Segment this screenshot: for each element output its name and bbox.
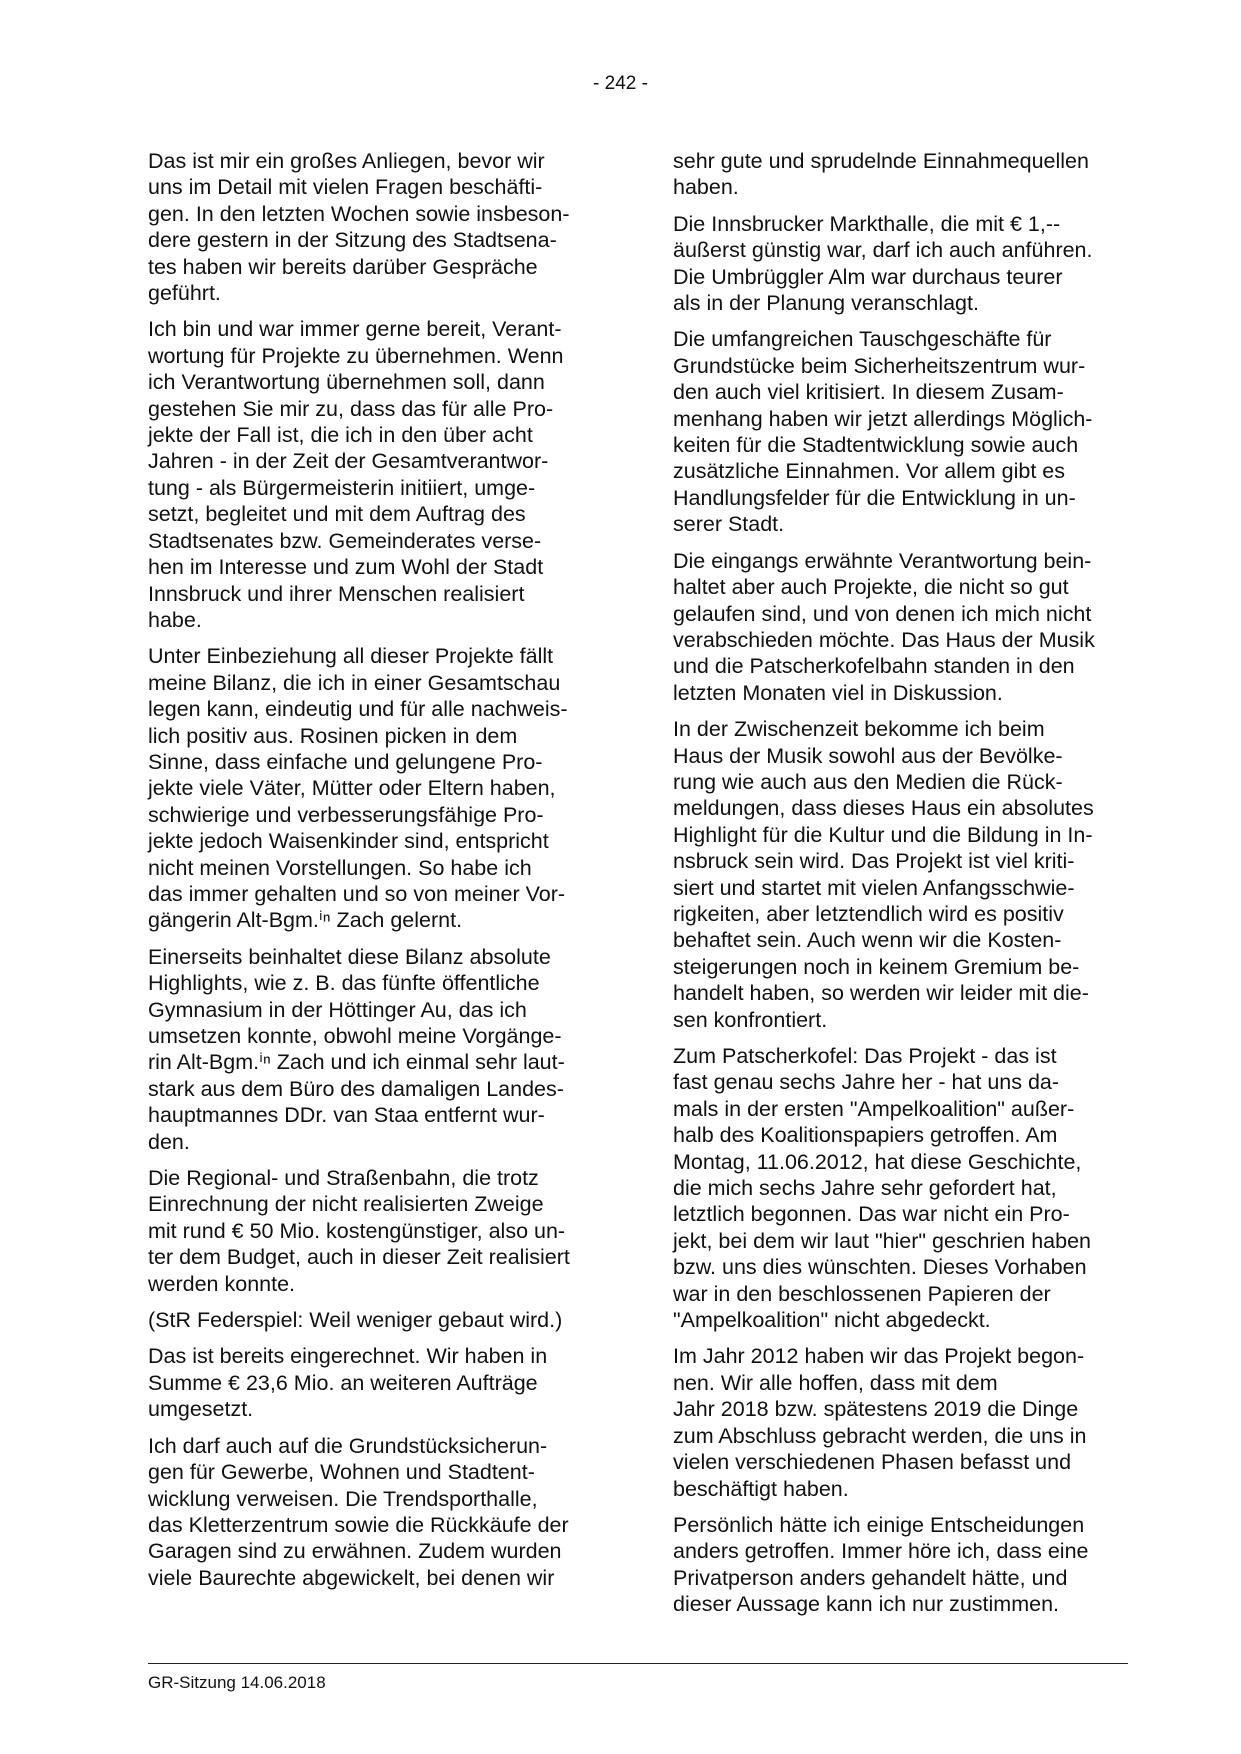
page-number: - 242 -: [593, 73, 648, 94]
right-column: [673, 148, 1128, 1628]
paragraph: Die Regional- und Straßenbahn, die trotz Einrechnung der nicht realisierten Zweige mit rund € 50 Mio. kostengünstiger, also un- ter dem Budget, auch in dieser Zeit realisiert werden konnte.: [148, 1166, 570, 1296]
paragraph: Persönlich hätte ich einige Entscheidungen anders getroffen. Immer höre ich, dass eine Privatperson anders gehandelt hätte, und dieser Aussage kann ich nur zustimmen.: [673, 1512, 1089, 1617]
paragraph: Unter Einbeziehung all dieser Projekte fällt meine Bilanz, die ich in einer Gesamtschau legen kann, eindeutig und für alle nachweis- lich positiv aus. Rosinen picken in dem Sinne, dass einfache und gelungene Pro- jekte viele Väter, Mütter oder Eltern haben, schwierige und verbesserungsfähige Pro- jekte jedoch Waisenkinder sind, entspricht nicht meinen Vorstellungen. So habe ich das immer gehalten und so von meiner Vor- gängerin Alt-Bgm.ⁱⁿ Zach gelernt.: [148, 644, 568, 933]
paragraph: In der Zwischenzeit bekomme ich beim Haus der Musik sowohl aus der Bevölke- rung wie auch aus den Medien die Rück- meldungen, dass dieses Haus ein absolutes Highlight für die Kultur und die Bildung in In- nsbruck sein wird. Das Projekt ist viel kriti- siert und startet mit vielen Anfangsschwie- rigkeiten, aber letztendlich wird es positiv behaftet sein. Auch wenn wir die Kosten- steigerungen noch in keinem Gremium be- handelt haben, so werden wir leider mit die- sen konfrontiert.: [673, 717, 1094, 1032]
paragraph: Die umfangreichen Tauschgeschäfte für Grundstücke beim Sicherheitszentrum wur- den auch viel kritisiert. In diesem Zusam- menhang haben wir jetzt allerdings Möglich- keiten für die Stadtentwicklung sowie auch zusätzliche Einnahmen. Vor allem gibt es Handlungsfelder für die Entwicklung in un- serer Stadt.: [673, 327, 1093, 537]
paragraph: Im Jahr 2012 haben wir das Projekt begon- nen. Wir alle hoffen, dass mit dem Jahr 2018 bzw. spätestens 2019 die Dinge zum Abschluss gebracht werden, die uns in vielen verschiedenen Phasen befasst und beschäftigt haben.: [673, 1344, 1087, 1501]
footer-session-date: GR-Sitzung 14.06.2018: [148, 1673, 326, 1692]
paragraph: Die eingangs erwähnte Verantwortung bein- haltet aber auch Projekte, die nicht so gut gelaufen sind, und von denen ich mich nicht verabschieden möchte. Das Haus der Musik und die Patscherkofelbahn standen in den letzten Monaten viel in Diskussion.: [673, 548, 1095, 705]
paragraph: sehr gute und sprudelnde Einnahmequellen haben.: [673, 149, 1089, 200]
left-column: [148, 148, 603, 1601]
paragraph: Einerseits beinhaltet diese Bilanz absolute Highlights, wie z. B. das fünfte öffentliche Gymnasium in der Höttinger Au, das ich umsetzen konnte, obwohl meine Vorgänge- rin Alt-Bgm.ⁱⁿ Zach und ich einmal sehr laut- stark aus dem Büro des damaligen Landes- hauptmannes DDr. van Staa entfernt wur- den.: [148, 944, 565, 1154]
paragraph: Das ist bereits eingerechnet. Wir haben in Summe € 23,6 Mio. an weiteren Aufträge umgesetzt.: [148, 1344, 548, 1422]
interjection: (StR Federspiel: Weil weniger gebaut wird.): [148, 1308, 563, 1333]
paragraph: Ich darf auch auf die Grundstücksicherun- gen für Gewerbe, Wohnen und Stadtent- wicklung verweisen. Die Trendsporthalle, das Kletterzentrum sowie die Rückkäufe der Garagen sind zu erwähnen. Zudem wurden viele Baurechte abgewickelt, bei denen wir: [148, 1433, 569, 1590]
paragraph: Die Innsbrucker Markthalle, die mit € 1,-- äußerst günstig war, darf ich auch anführen. Die Umbrüggler Alm war durchaus teurer als in der Planung veranschlagt.: [673, 211, 1093, 316]
footer-divider: [148, 1663, 1128, 1664]
paragraph: Ich bin und war immer gerne bereit, Verant- wortung für Projekte zu übernehmen. Wenn ich Verantwortung übernehmen soll, dann gestehen Sie mir zu, dass das für alle Pro- jekte der Fall ist, die ich in den über acht Jahren - in der Zeit der Gesamtverantwor- tung - als Bürgermeisterin initiiert, umge- setzt, begleitet und mit dem Auftrag des Stadtsenates bzw. Gemeinderates verse- hen im Interesse und zum Wohl der Stadt Innsbruck und ihrer Menschen realisiert habe.: [148, 317, 564, 632]
paragraph: Das ist mir ein großes Anliegen, bevor wir uns im Detail mit vielen Fragen beschäfti- gen. In den letzten Wochen sowie insbeson- dere gestern in der Sitzung des Stadtsena- tes haben wir bereits darüber Gespräche geführt.: [148, 149, 570, 306]
paragraph: Zum Patscherkofel: Das Projekt - das ist fast genau sechs Jahre her - hat uns da- mals in der ersten "Ampelkoalition" außer- halb des Koalitionspapiers getroffen. Am Montag, 11.06.2012, hat diese Geschichte, die mich sechs Jahre sehr gefordert hat, letztlich begonnen. Das war nicht ein Pro- jekt, bei dem wir laut "hier" geschrien haben bzw. uns dies wünschten. Dieses Vorhaben war in den beschlossenen Papieren der "Ampelkoalition" nicht abgedeckt.: [673, 1044, 1092, 1333]
